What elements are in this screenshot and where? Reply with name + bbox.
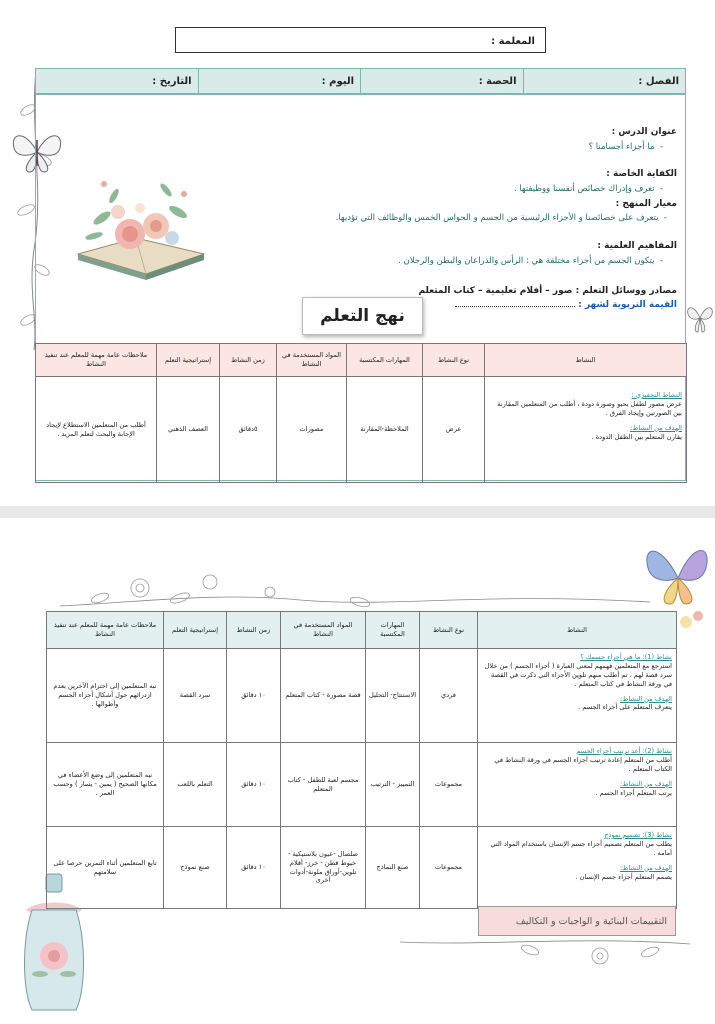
goal-title: الهدف من النشاط:: [620, 863, 672, 872]
competency-text: تعرف وإدراك خصائص أنفسنا ووظيفتها .: [513, 184, 655, 194]
activity-cell: [478, 649, 677, 743]
strategy-cell: العصف الذهني: [157, 377, 220, 483]
goal-text: يقارن المتعلم بين الطفل الدودة .: [591, 432, 682, 441]
teacher-field: [175, 27, 546, 53]
activity-text: يطلب من المتعلم تصميم أجزاء جسم الإنسان باستخدام المواد التي أمامه .: [490, 839, 672, 857]
floral-branch-decoration: [60, 562, 650, 612]
page-one: [0, 0, 715, 506]
time-cell: ١٠ دقائق: [227, 743, 281, 827]
standard-value: - يتعرف على خصائصنا و الأجزاء الرئيسية من الجسم و الحواس الخمس والوظائف التي تؤديها.: [335, 213, 667, 223]
standard-label: معيار المنهج :: [615, 199, 677, 209]
date-field: التاريخ :: [152, 76, 192, 87]
notes-cell: تابع المتعلمين أثناء التمرين حرصا على سلامتهم: [47, 827, 164, 909]
concepts-text: يتكون الجسم من أجزاء مختلفة هي : الرأس والذراعان والبطن والرجلان .: [398, 256, 655, 266]
table-row: [47, 649, 677, 743]
table-row: [47, 743, 677, 827]
time-cell: ١٠ دقائق: [227, 649, 281, 743]
lesson-title-value: - ما أجزاء أجسامنا ؟: [588, 142, 663, 152]
header-type: نوع النشاط: [423, 344, 485, 377]
materials-cell: صلصال -عيون بلاستيكية - خيوط قطن - خرز- أقلام تلوين-أوراق ملونة-أدوات أخرى: [281, 827, 366, 909]
skills-cell: صنع النماذج: [366, 827, 420, 909]
header-materials: المواد المستخدمة في النشاط: [277, 344, 347, 377]
activity-title: نشاط (2): أعد ترتيب أجزاء الجسم: [576, 747, 672, 755]
goal-text: يرتب المتعلم أجزاء الجسم .: [595, 788, 672, 797]
header-activity: النشاط: [478, 612, 677, 649]
activity-text: أطلب من المتعلم إعادة ترتيب أجزاء الجسم في ورقة النشاط في الكتاب المتعلم .: [494, 755, 672, 773]
header-time: زمن النشاط: [227, 612, 281, 649]
header-strategy: إستراتيجية التعلم: [164, 612, 227, 649]
class-field: الفصل :: [523, 69, 686, 93]
skills-cell: التمييز - الترتيب: [366, 743, 420, 827]
header-materials: المواد المستخدمة في النشاط: [281, 612, 366, 649]
header-skills: المهارات المكتسبة: [347, 344, 423, 377]
educational-value-blank: [455, 306, 575, 307]
lesson-info-bar: [35, 68, 686, 94]
activity-cell: [478, 827, 677, 909]
notes-cell: نبه المتعلمين إلى وضع الأعضاء في مكانها الصحيح ( يمين - يسار ) وحسب العمر .: [47, 743, 164, 827]
standard-text: يتعرف على خصائصنا و الأجزاء الرئيسية من الجسم و الحواس الخمس والوظائف التي تؤديها.: [335, 213, 659, 223]
educational-value-label: القيمة التربوية لشهر :: [578, 300, 677, 310]
time-cell: ١٠ دقائق: [227, 827, 281, 909]
evaluation-section-title: التقييمات البنائية و الواجبات و التكاليف: [478, 906, 676, 936]
header-time: زمن النشاط: [220, 344, 277, 377]
table-row: [36, 377, 687, 483]
type-cell: فردي: [420, 649, 478, 743]
materials-cell: قصة مصورة - كتاب المتعلم: [281, 649, 366, 743]
floral-branch-decoration: [400, 932, 690, 982]
resources-line: مصادر ووسائل التعلم : صور – أفلام تعليمية – كتاب المتعلم: [418, 286, 677, 296]
educational-value: [455, 300, 677, 310]
header-strategy: إستراتيجية التعلم: [157, 344, 220, 377]
concepts-value: - يتكون الجسم من أجزاء مختلفة هي : الرأس والذراعان والبطن والرجلان .: [398, 256, 663, 266]
goal-title: الهدف من النشاط:: [620, 694, 672, 703]
strategy-cell: التعلم باللعب: [164, 743, 227, 827]
table-row: [47, 827, 677, 909]
type-cell: عرض: [423, 377, 485, 483]
goal-title: الهدف من النشاط:: [630, 423, 682, 432]
header-notes: ملاحظات عامة مهمة للمعلم عند تنفيذ النشاط: [47, 612, 164, 649]
materials-cell: مصورات: [277, 377, 347, 483]
materials-cell: مجسم لعبة للطفل - كتاب المتعلم: [281, 743, 366, 827]
skills-cell: الاستنتاج- التحليل: [366, 649, 420, 743]
table-header-row: [36, 344, 687, 377]
concepts-label: المفاهيم العلمية :: [597, 241, 677, 251]
strategy-cell: سرد القصة: [164, 649, 227, 743]
butterfly-icon: [686, 300, 714, 336]
activity-text: عرض مصور لطفل يحبو وصورة دودة ، أطلب من المتعلمين المقارنة بين الصورتين وإيجاد الفرق .: [497, 399, 682, 417]
notes-cell: أطلب من المتعلمين الاستطلاع لإيجاد الإجابة والبحث لتعلم المزيد .: [36, 377, 157, 483]
flower-book-illustration: [74, 172, 208, 282]
lesson-title-label: عنوان الدرس :: [611, 127, 677, 137]
activity-title: نشاط (1): ما هي أجزاء جسمك ؟: [580, 653, 672, 661]
activity-table-page2: [46, 611, 677, 909]
strategy-cell: صنع نموذج: [164, 827, 227, 909]
time-cell: ٥دقائق: [220, 377, 277, 483]
type-cell: مجموعات: [420, 827, 478, 909]
activity-text: استرجع مع المتعلمين فهمهم لمعنى العبارة ( أجزاء الجسم ) من خلال سرد قصة لهم ، ثم أطلب منهم تلوين الأجزاء التي ذكرت في القصة في ورقة النشاط في كتاب المتعلم .: [484, 661, 672, 688]
header-type: نوع النشاط: [420, 612, 478, 649]
header-notes: ملاحظات عامة مهمة للمعلم عند تنفيذ النشاط: [36, 344, 157, 377]
lesson-title-text: ما أجزاء أجسامنا ؟: [588, 142, 655, 152]
day-field: اليوم :: [198, 69, 361, 93]
header-skills: المهارات المكتسبة: [366, 612, 420, 649]
activity-cell: [485, 377, 687, 483]
skills-cell: الملاحظة-المقارنة: [347, 377, 423, 483]
header-activity: النشاط: [485, 344, 687, 377]
learning-approach-title: نهج التعلم: [302, 297, 423, 335]
type-cell: مجموعات: [420, 743, 478, 827]
notes-cell: نبه المتعلمين إلى احترام الآخرين بعدم ازدرائهم حول أشكال أجزاء الجسم وأطوالها .: [47, 649, 164, 743]
goal-title: الهدف من النشاط:: [620, 779, 672, 788]
competency-label: الكفاية الخاصة :: [606, 169, 677, 179]
period-field: الحصة :: [360, 69, 523, 93]
activity-table-page1: [35, 343, 687, 483]
goal-text: يصمم المتعلم أجزاء جسم الإنسان .: [575, 872, 672, 881]
activity-title: نشاط (3): تصميم نموذج: [604, 831, 672, 839]
activity-cell: [478, 743, 677, 827]
teacher-label: المعلمة :: [491, 36, 535, 47]
goal-text: يتعرف المتعلم على أجزاء الجسم .: [578, 703, 672, 712]
table-header-row: [47, 612, 677, 649]
competency-value: - تعرف وإدراك خصائص أنفسنا ووظيفتها .: [513, 184, 663, 194]
activity-title: النشاط التحفيزي :: [631, 391, 682, 399]
